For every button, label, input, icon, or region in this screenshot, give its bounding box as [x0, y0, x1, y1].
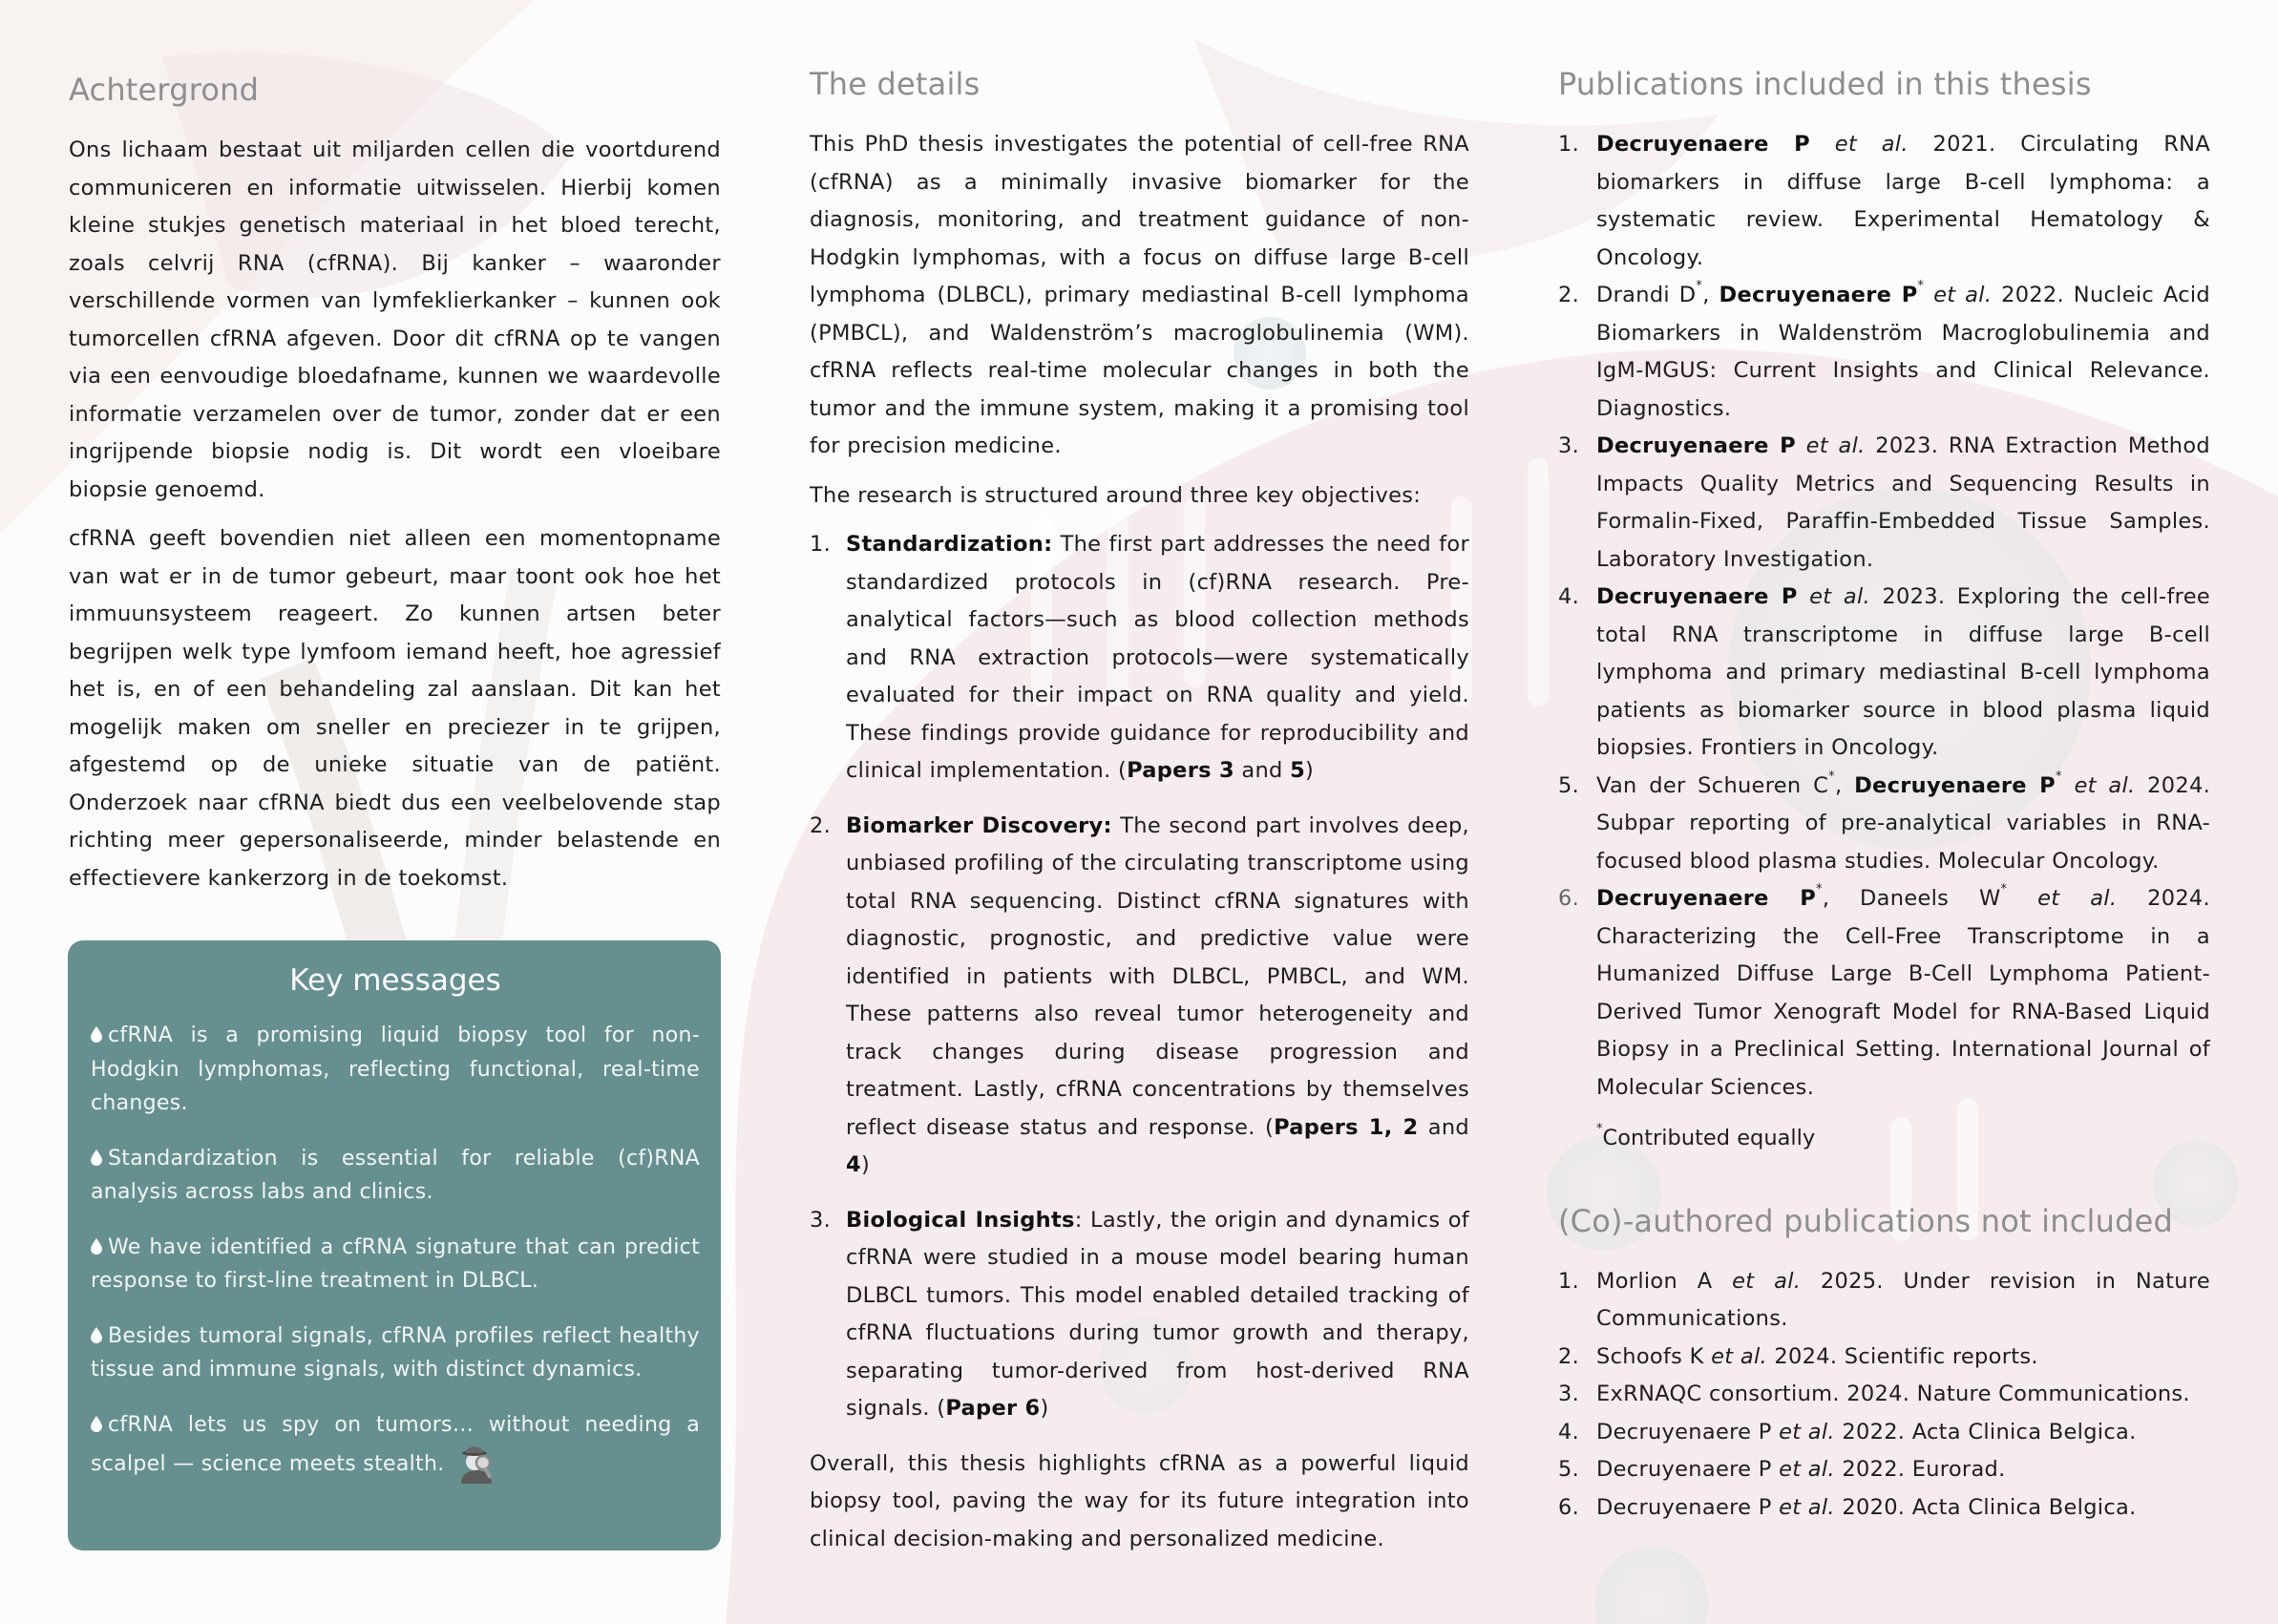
- publication-etal: et al.: [2074, 772, 2136, 798]
- publication-etal: et al.: [1779, 1457, 1835, 1482]
- publication-number: 6.: [1558, 1494, 1580, 1520]
- paper-ref-sep: and: [1234, 758, 1291, 783]
- publication-number: 3.: [1558, 1381, 1580, 1406]
- objective-text: : Lastly, the origin and dynamics of cfRNA were studied in a mouse model bearing human DLBCL tumors. This model enabled detailed tracking of cfRNA fluctuations during tumor growth and therapy, separating tumor-derived from host-derived RNA signals. (: [846, 1207, 1469, 1421]
- other-publications-list: [1558, 1263, 2210, 1528]
- publication-author-bold: Decruyenaere P: [1596, 886, 1816, 911]
- details-lead: The research is structured around three key objectives:: [810, 482, 1422, 508]
- publication-number: 6.: [1558, 886, 1580, 911]
- publication-citation: 2024. Subpar reporting of pre-analytical variables in RNA-focused blood plasma studies. Molecular Oncology.: [1596, 772, 2211, 874]
- publication-sep: ,: [1834, 772, 1855, 798]
- key-message-item: [91, 1319, 700, 1387]
- publication-author: Decruyenaere P: [1596, 1457, 1780, 1482]
- objective-item: [810, 1202, 1469, 1428]
- other-publication-item: [1558, 1339, 2210, 1377]
- objective-label: Standardization:: [846, 532, 1053, 557]
- droplet-icon: [91, 1416, 102, 1432]
- footnote-text: Contributed equally: [1602, 1126, 1816, 1150]
- paper-ref-close: ): [1040, 1396, 1049, 1421]
- objective-number: 3.: [810, 1207, 832, 1233]
- section-title-publications: Publications included in this thesis: [1558, 66, 2092, 102]
- details-section: [810, 63, 1469, 1558]
- publication-author: ExRNAQC consortium. 2024. Nature Communications.: [1596, 1381, 2190, 1406]
- publication-etal: et al.: [1732, 1268, 1802, 1294]
- publications-section: [1558, 63, 2210, 1527]
- objective-label: Biological Insights: [846, 1207, 1075, 1233]
- key-message-item: [91, 1231, 700, 1298]
- details-conclusion: Overall, this thesis highlights cfRNA as a powerful liquid biopsy tool, paving the way for its future integration into clinical decision-making and personalized medicine.: [810, 1450, 1469, 1551]
- publication-item: [1558, 428, 2210, 579]
- publication-author: Decruyenaere P: [1596, 1494, 1780, 1520]
- objective-label: Biomarker Discovery:: [846, 812, 1112, 838]
- other-publication-item: [1558, 1414, 2210, 1452]
- publication-citation: 2020. Acta Clinica Belgica.: [1834, 1494, 2137, 1520]
- publication-number: 2.: [1558, 283, 1580, 307]
- publication-citation: 2022. Nucleic Acid Biomarkers in Waldenström Macroglobulinemia and IgM-MGUS: Current Insights and Clinical Relevance. Diagnostics.: [1596, 283, 2210, 421]
- detective-emoji-icon: [457, 1442, 496, 1484]
- paper-ref: Papers 3: [1127, 758, 1234, 783]
- publication-citation: 2024. Characterizing the Cell-Free Transcriptome in a Humanized Diffuse Large B-Cell Lymphoma Patient-Derived Tumor Xenograft Model for RNA-Based Liquid Biopsy in a Preclinical Setting. International Journal of Molecular Sciences.: [1596, 886, 2211, 1100]
- publication-sep: [1924, 283, 1933, 307]
- paper-ref: Papers 1, 2: [1274, 1114, 1419, 1140]
- objective-number: 2.: [810, 812, 832, 838]
- publication-citation: 2023. RNA Extraction Method Impacts Quality Metrics and Sequencing Results in Formalin-Fixed, Paraffin-Embedded Tissue Samples. Laboratory Investigation.: [1596, 433, 2211, 572]
- other-publication-item: [1558, 1376, 2210, 1414]
- paper-ref: 4: [846, 1152, 861, 1177]
- publication-item: [1558, 277, 2210, 428]
- publication-citation: 2022. Eurorad.: [1834, 1457, 2006, 1482]
- publication-author: Decruyenaere P: [1596, 1419, 1780, 1445]
- key-messages-title: Key messages: [289, 963, 501, 998]
- publication-sep: [2062, 773, 2075, 798]
- droplet-icon: [91, 1327, 102, 1343]
- key-message-text: We have identified a cfRNA signature that can predict response to first-line treatment in DLBCL.: [91, 1234, 700, 1293]
- publication-sep: [2007, 886, 2037, 911]
- publication-etal: et al.: [1933, 283, 1993, 307]
- paper-ref-close: ): [1305, 758, 1315, 783]
- equal-contribution-mark: *: [2000, 882, 2008, 896]
- publication-etal: et al.: [1809, 584, 1870, 609]
- publication-citation: 2021. Circulating RNA biomarkers in diffuse large B-cell lymphoma: a systematic review. Experimental Hematology & Oncology.: [1596, 132, 2211, 270]
- key-messages-box: [68, 940, 721, 1550]
- publication-number: 4.: [1558, 584, 1580, 609]
- key-message-item: [91, 1019, 700, 1121]
- section-title-achtergrond: Achtergrond: [69, 72, 260, 108]
- objective-item: [810, 526, 1469, 791]
- equal-contribution-mark: *: [1828, 769, 1835, 784]
- publication-author-bold: Decruyenaere P: [1596, 433, 1796, 458]
- publication-author-bold: Decruyenaere P: [1719, 283, 1918, 307]
- publication-author-bold: Decruyenaere P: [1854, 772, 2056, 798]
- publication-etal: et al.: [1711, 1343, 1767, 1369]
- publication-etal: et al.: [1805, 433, 1866, 458]
- equal-contribution-mark: *: [1696, 279, 1703, 293]
- publication-citation: 2024. Scientific reports.: [1766, 1343, 2038, 1369]
- objective-text: The second part involves deep, unbiased profiling of the circulating transcriptome using total RNA sequencing. Distinct cfRNA signatures with diagnostic, prognostic, and predictive value were identified in patients with DLBCL, PMBCL, and WM. These patterns also reveal tumor heterogeneity and track changes during disease progression and treatment. Lastly, cfRNA concentrations by themselves reflect disease status and response. (: [846, 812, 1469, 1140]
- droplet-icon: [91, 1149, 102, 1166]
- background-paragraph: Ons lichaam bestaat uit miljarden cellen die voortdurend communiceren en informatie uitwisselen. Hierbij komen kleine stukjes genetisch materiaal in het bloed terecht, zoals celvrij RNA (cfRNA). Bij kanker – waaronder verschillende vormen van lymfeklierkanker – kunnen ook tumorcellen cfRNA afgeven. Door dit cfRNA op te vangen via een eenvoudige bloedafname, kunnen we waardevolle informatie verzamelen over de tumor, zonder dat er een ingrijpende biopsie nodig is. Dit wordt een vloeibare biopsie genoemd.: [69, 137, 721, 502]
- objective-item: [810, 808, 1469, 1185]
- publications-list: [1558, 126, 2210, 1107]
- paper-ref: 5: [1290, 758, 1306, 783]
- publication-sep: [1796, 433, 1806, 458]
- publication-item: [1558, 579, 2210, 768]
- publication-coauthor: Drandi D: [1596, 283, 1697, 307]
- publication-etal: et al.: [1834, 132, 1909, 157]
- publication-author-bold: Decruyenaere P: [1596, 584, 1798, 609]
- objectives-list: [810, 526, 1469, 1428]
- equal-contribution-mark: *: [1816, 882, 1823, 896]
- publication-item: [1558, 768, 2210, 881]
- footnote: [1558, 1120, 2210, 1158]
- equal-contribution-mark: *: [1917, 279, 1925, 293]
- background-section: [69, 65, 721, 897]
- other-publication-item: [1558, 1263, 2210, 1339]
- publication-number: 4.: [1558, 1419, 1580, 1445]
- section-title-details: The details: [810, 66, 981, 102]
- publication-coauthor: Van der Schueren C: [1596, 772, 1829, 798]
- key-message-item: [91, 1408, 700, 1485]
- publication-number: 1.: [1558, 132, 1580, 157]
- publication-author-bold: Decruyenaere P: [1596, 132, 1810, 157]
- key-message-text: cfRNA lets us spy on tumors… without needing a scalpel — science meets stealth.: [91, 1412, 700, 1476]
- publication-sep: [1810, 132, 1835, 157]
- publication-item: [1558, 880, 2210, 1107]
- publication-number: 2.: [1558, 1343, 1580, 1369]
- publication-etal: et al.: [1779, 1419, 1835, 1445]
- publication-etal: et al.: [1779, 1494, 1835, 1520]
- publication-citation: 2025. Under revision in Nature Communications.: [1596, 1268, 2211, 1331]
- publication-number: 1.: [1558, 1268, 1580, 1294]
- key-message-text: cfRNA is a promising liquid biopsy tool for non-Hodgkin lymphomas, reflecting functional, real-time changes.: [91, 1023, 700, 1115]
- paper-ref-sep: and: [1418, 1114, 1470, 1140]
- publication-author: Morlion A: [1596, 1268, 1733, 1294]
- key-messages-list: [91, 1019, 700, 1484]
- key-message-text: Besides tumoral signals, cfRNA profiles reflect healthy tissue and immune signals, with distinct dynamics.: [91, 1323, 700, 1381]
- droplet-icon: [91, 1238, 102, 1255]
- publication-citation: 2022. Acta Clinica Belgica.: [1834, 1419, 2137, 1445]
- publication-sep: ,: [1702, 283, 1719, 307]
- publication-etal: et al.: [2037, 886, 2118, 911]
- other-publication-item: [1558, 1451, 2210, 1489]
- equal-contribution-mark: *: [2055, 769, 2062, 784]
- footnote-mark: *: [1596, 1122, 1603, 1136]
- publication-number: 5.: [1558, 772, 1580, 798]
- paper-ref: Paper 6: [945, 1396, 1041, 1421]
- details-intro: This PhD thesis investigates the potential of cell-free RNA (cfRNA) as a minimally invasive biomarker for the diagnosis, monitoring, and treatment guidance of non-Hodgkin lymphomas, with a focus on diffuse large B-cell lymphoma (DLBCL), primary mediastinal B-cell lymphoma (PMBCL), and Waldenström’s macroglobulinemia (WM). cfRNA reflects real-time molecular changes in both the tumor and the immune system, making it a promising tool for precision medicine.: [810, 132, 1469, 458]
- publication-item: [1558, 126, 2210, 277]
- objective-text: The first part addresses the need for standardized protocols in (cf)RNA research. Pre-analytical factors—such as blood collection methods and RNA extraction protocols—were systematically evaluated for their impact on RNA quality and yield. These findings provide guidance for reproducibility and clinical implementation. (: [846, 532, 1469, 783]
- publication-number: 3.: [1558, 433, 1580, 458]
- objective-number: 1.: [810, 532, 832, 557]
- publication-number: 5.: [1558, 1457, 1580, 1482]
- key-message-item: [91, 1142, 700, 1210]
- publication-coauthor: , Daneels W: [1822, 886, 2001, 911]
- background-paragraph: cfRNA geeft bovendien niet alleen een momentopname van wat er in de tumor gebeurt, maar toont ook hoe het immuunsysteem reageert. Zo kunnen artsen beter begrijpen welk type lymfoom iemand heeft, hoe agressief het is, en of een behandeling zal aanslaan. Dit kan het mogelijk maken om sneller en preciezer in te grijpen, afgestemd op de unieke situatie van de patiënt. Onderzoek naar cfRNA biedt dus een veelbelovende stap richting meer gepersonaliseerde, minder belastende en effectievere kankerzorg in de toekomst.: [69, 526, 721, 891]
- paper-ref-close: ): [860, 1152, 871, 1177]
- section-title-other-publications: (Co)-authored publications not included: [1558, 1202, 2174, 1239]
- key-message-text: Standardization is essential for reliable (cf)RNA analysis across labs and clinics.: [91, 1146, 700, 1204]
- publication-sep: [1798, 584, 1809, 609]
- publication-citation: 2023. Exploring the cell-free total RNA transcriptome in diffuse large B-cell lymphoma and primary mediastinal B-cell lymphoma patients as biomarker source in blood plasma liquid biopsies. Frontiers in Oncology.: [1596, 584, 2211, 760]
- droplet-icon: [91, 1026, 102, 1043]
- publication-author: Schoofs K: [1596, 1343, 1712, 1369]
- other-publication-item: [1558, 1489, 2210, 1528]
